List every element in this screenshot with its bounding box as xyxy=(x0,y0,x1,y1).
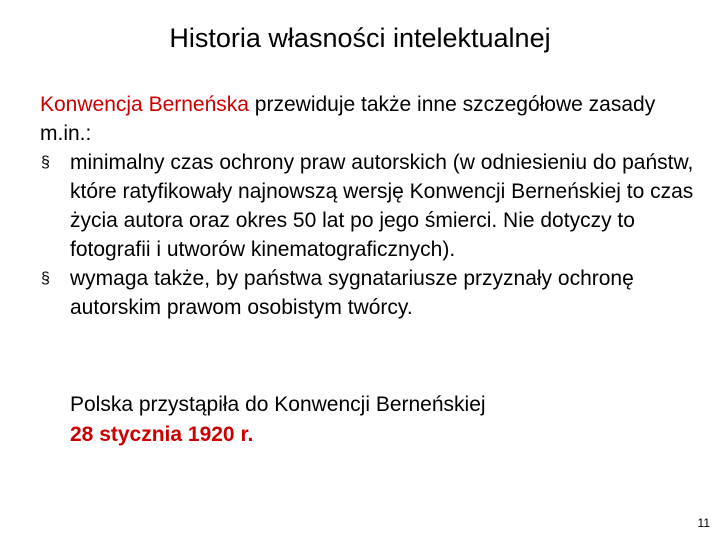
intro-text: przewiduje także inne szczegółowe zasady m.in.: xyxy=(40,93,656,145)
accession-date: 28 stycznia 1920 r. xyxy=(70,423,254,446)
poland-accession-note xyxy=(70,390,690,450)
section-bullet-icon: § xyxy=(41,154,50,171)
slide-title: Historia własności intelektualnej xyxy=(169,23,551,53)
intro-paragraph xyxy=(40,90,700,148)
note-text: Polska przystąpiła do Konwencji Berneńskiej xyxy=(70,393,486,416)
page-number: 11 xyxy=(697,516,710,530)
bullet-item-min-protection xyxy=(40,148,700,264)
bullet-text: minimalny czas ochrony praw autorskich (w odniesieniu do państw, które ratyfikowały najnowszą wersję Konwencji Berneńskiej to czas życia autora oraz okres 50 lat po jego śmierci. Nie dotyczy to fotografii i utworów kinematograficznych). xyxy=(70,151,694,261)
convention-name-highlight: Konwencja Berneńska xyxy=(40,93,249,116)
bullet-item-moral-rights xyxy=(40,264,700,322)
slide-body xyxy=(40,90,700,322)
bullet-text: wymaga także, by państwa sygnatariusze przyznały ochronę autorskim prawom osobistym twórcy. xyxy=(70,267,634,319)
bullet-list xyxy=(40,148,700,322)
section-bullet-icon: § xyxy=(41,270,50,287)
